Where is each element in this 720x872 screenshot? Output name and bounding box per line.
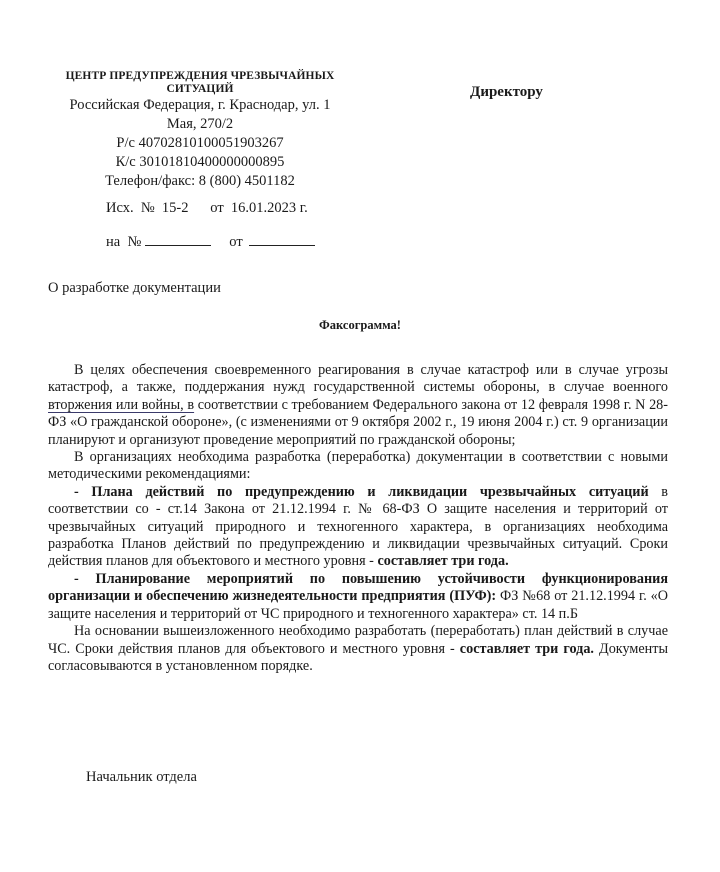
corr-account: К/с 30101810400000000895: [115, 154, 285, 170]
incoming-number-label: на №: [106, 234, 142, 250]
recipient: Директору: [470, 84, 543, 100]
sender-letterhead: [40, 70, 360, 191]
p3-bold-heading: - Плана действий по предупреждению и ликвидации чрезвычайных ситуаций: [74, 483, 649, 500]
paragraph-4: [48, 571, 668, 623]
org-name-line1: ЦЕНТР ПРЕДУПРЕЖДЕНИЯ ЧРЕЗВЫЧАЙНЫХ: [65, 70, 335, 82]
p4-bold-heading: - Планирование мероприятий по повышению устойчивости функционирования организации и обеспечению жизнедеятельности предприятия (ПУФ):: [48, 570, 668, 605]
address-line2: Мая, 270/2: [166, 116, 234, 132]
p5-bold: составляет три года.: [459, 640, 594, 657]
p5-text-b: Документы согласовываются в установленном порядке.: [48, 640, 668, 674]
incoming-reference: [106, 233, 315, 251]
outgoing-number: Исх. № 15-2: [106, 200, 189, 216]
paragraph-2: В организациях необходима разработка (переработка) документации в соответствии с новыми методическими рекомендациями:: [48, 449, 668, 483]
subject-line: О разработке документации: [48, 280, 221, 296]
document-title: Факсограмма!: [319, 318, 401, 332]
p5-text-a: На основании вышеизложенного необходимо разработать (переработать) план действий в случае ЧС. Сроки действия планов для объектового и местного уровня -: [48, 623, 668, 657]
paragraph-1: [48, 362, 668, 449]
p3-bold-end: составляет три года.: [377, 553, 509, 570]
outgoing-reference: [106, 200, 308, 217]
p4-text: ФЗ №68 от 21.12.1994 г. «О защите населения и территорий от ЧС природного и техногенного характера» ст. 14 п.Б: [48, 588, 668, 622]
p3-text: в соответствии со - ст.14 Закона от 21.12.1994 г. № 68-ФЗ О защите населения и территорий от чрезвычайных ситуаций природного и техногенного характера, в организациях необходима разработка Планов действий по предупреждению и ликвидации чрезвычайных ситуаций. Сроки действия планов для объектового и местного уровня -: [48, 483, 669, 570]
org-name-line2: СИТУАЦИЙ: [166, 83, 234, 95]
document-body: [48, 362, 668, 675]
signature-title: Начальник отдела: [86, 769, 197, 785]
phone-fax: Телефон/факс: 8 (800) 4501182: [105, 173, 295, 189]
p1-underlined-text: вторжения или войны, в: [48, 396, 195, 413]
p1-text-a: В целях обеспечения своевременного реагирования в случае катастроф или в случае угрозы катастроф, а также, поддержания нужд государственной системы обороны, в случае военного: [48, 362, 668, 396]
incoming-date-label: от: [229, 234, 243, 250]
p1-text-b: соответствии с требованием Федерального закона от 12 февраля 1998 г. N 28-ФЗ «О гражданской обороне», (с изменениями от 9 октября 2002 г., 19 июня 2004 г.) ст. 9 организации планируют и организуют проведение мероприятий по гражданской обороны;: [48, 396, 668, 448]
outgoing-date: от 16.01.2023 г.: [210, 200, 308, 216]
incoming-number-blank: [145, 233, 211, 246]
paragraph-3: [48, 484, 668, 571]
paragraph-5: [48, 623, 668, 675]
bank-account: Р/с 40702810100051903267: [116, 135, 284, 151]
incoming-date-blank: [249, 233, 315, 246]
address-line1: Российская Федерация, г. Краснодар, ул. 1: [69, 97, 331, 113]
